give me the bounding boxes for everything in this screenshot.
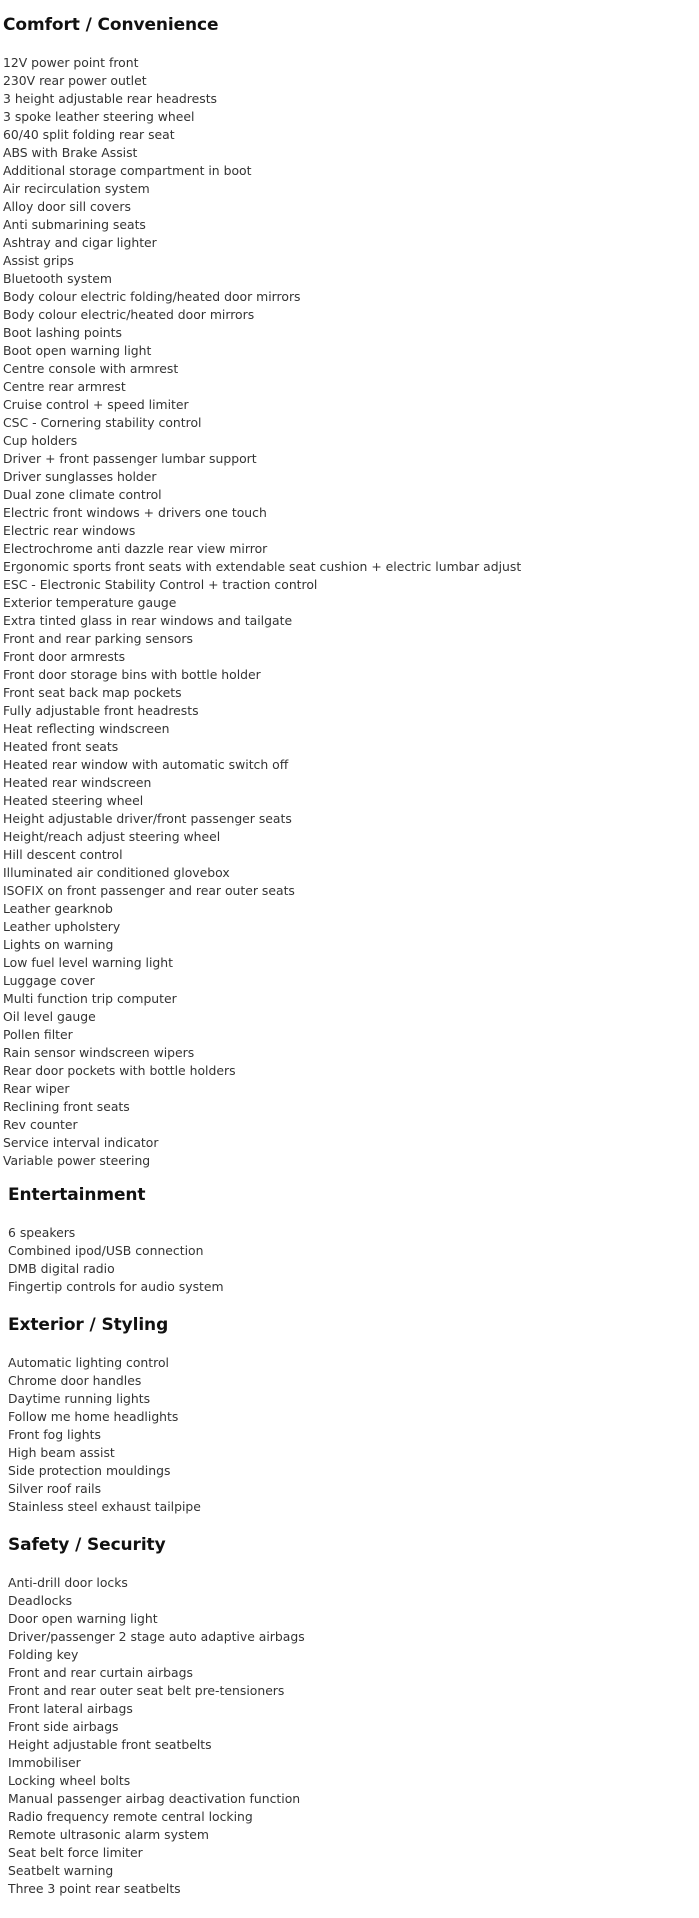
list-item: Folding key (8, 1647, 79, 1662)
list-item: Heat reflecting windscreen (3, 721, 170, 736)
list-item: Alloy door sill covers (3, 199, 131, 214)
list-item: Service interval indicator (3, 1135, 159, 1150)
list-item: Height adjustable driver/front passenger seats (3, 811, 292, 826)
list-item: Leather gearknob (3, 901, 113, 916)
list-item: Variable power steering (3, 1153, 151, 1168)
list-item: Seat belt force limiter (8, 1845, 143, 1860)
list-item: Heated steering wheel (3, 793, 144, 808)
list-item: Hill descent control (3, 847, 123, 862)
list-item: Driver/passenger 2 stage auto adaptive airbags (8, 1629, 305, 1644)
list-item: Lights on warning (3, 937, 114, 952)
list-item: Three 3 point rear seatbelts (8, 1881, 181, 1896)
list-item: Pollen filter (3, 1027, 73, 1042)
list-item: Front lateral airbags (8, 1701, 133, 1716)
list-item: Rear door pockets with bottle holders (3, 1063, 236, 1078)
list-item: DMB digital radio (8, 1261, 115, 1276)
list-item: Assist grips (3, 253, 74, 268)
section-heading: Safety / Security (8, 1535, 166, 1555)
list-item: CSC - Cornering stability control (3, 415, 202, 430)
section-entertainment (8, 1185, 699, 1296)
list-item: 230V rear power outlet (3, 73, 147, 88)
list-item: Stainless steel exhaust tailpipe (8, 1499, 201, 1514)
list-item: Boot open warning light (3, 343, 152, 358)
section-heading: Comfort / Convenience (3, 15, 219, 35)
list-item: Remote ultrasonic alarm system (8, 1827, 209, 1842)
feature-list (8, 1224, 699, 1296)
list-item: Rev counter (3, 1117, 78, 1132)
feature-list (3, 54, 699, 1170)
list-item: Electrochrome anti dazzle rear view mirror (3, 541, 268, 556)
list-item: Reclining front seats (3, 1099, 130, 1114)
list-item: Centre console with armrest (3, 361, 179, 376)
list-item: Radio frequency remote central locking (8, 1809, 253, 1824)
list-item: Height/reach adjust steering wheel (3, 829, 221, 844)
list-item: Leather upholstery (3, 919, 121, 934)
section-heading: Entertainment (8, 1185, 146, 1205)
list-item: Silver roof rails (8, 1481, 102, 1496)
list-item: 12V power point front (3, 55, 139, 70)
list-item: Extra tinted glass in rear windows and tailgate (3, 613, 293, 628)
list-item: Follow me home headlights (8, 1409, 179, 1424)
list-item: Additional storage compartment in boot (3, 163, 252, 178)
list-item: 3 spoke leather steering wheel (3, 109, 195, 124)
list-item: Dual zone climate control (3, 487, 162, 502)
list-item: Low fuel level warning light (3, 955, 173, 970)
list-item: Driver + front passenger lumbar support (3, 451, 257, 466)
list-item: Front and rear outer seat belt pre-tensioners (8, 1683, 285, 1698)
list-item: Luggage cover (3, 973, 95, 988)
list-item: Driver sunglasses holder (3, 469, 157, 484)
list-item: Automatic lighting control (8, 1355, 169, 1370)
list-item: Ashtray and cigar lighter (3, 235, 157, 250)
list-item: Daytime running lights (8, 1391, 151, 1406)
list-item: Anti-drill door locks (8, 1575, 128, 1590)
list-item: Cruise control + speed limiter (3, 397, 189, 412)
list-item: Air recirculation system (3, 181, 150, 196)
list-item: Cup holders (3, 433, 78, 448)
list-item: Multi function trip computer (3, 991, 177, 1006)
list-item: Heated rear window with automatic switch off (3, 757, 289, 772)
feature-list (8, 1574, 699, 1898)
list-item: Door open warning light (8, 1611, 158, 1626)
list-item: Illuminated air conditioned glovebox (3, 865, 230, 880)
list-item: Manual passenger airbag deactivation function (8, 1791, 301, 1806)
section-comfort-convenience (3, 15, 699, 1170)
list-item: Seatbelt warning (8, 1863, 114, 1878)
list-item: Rain sensor windscreen wipers (3, 1045, 195, 1060)
list-item: Front and rear curtain airbags (8, 1665, 193, 1680)
section-safety-security (8, 1535, 699, 1898)
list-item: Boot lashing points (3, 325, 122, 340)
list-item: Fingertip controls for audio system (8, 1279, 224, 1294)
list-item: Combined ipod/USB connection (8, 1243, 204, 1258)
list-item: Bluetooth system (3, 271, 112, 286)
list-item: Immobiliser (8, 1755, 81, 1770)
list-item: Height adjustable front seatbelts (8, 1737, 212, 1752)
list-item: Centre rear armrest (3, 379, 126, 394)
list-item: 3 height adjustable rear headrests (3, 91, 218, 106)
feature-list (8, 1354, 699, 1516)
list-item: Chrome door handles (8, 1373, 142, 1388)
list-item: Front fog lights (8, 1427, 101, 1442)
list-item: Heated rear windscreen (3, 775, 152, 790)
list-item: Ergonomic sports front seats with extendable seat cushion + electric lumbar adjust (3, 559, 522, 574)
list-item: Fully adjustable front headrests (3, 703, 199, 718)
list-item: Front door storage bins with bottle holder (3, 667, 261, 682)
list-item: 6 speakers (8, 1225, 76, 1240)
list-item: High beam assist (8, 1445, 115, 1460)
list-item: Body colour electric/heated door mirrors (3, 307, 255, 322)
list-item: Exterior temperature gauge (3, 595, 177, 610)
list-item: Side protection mouldings (8, 1463, 171, 1478)
list-item: Front and rear parking sensors (3, 631, 193, 646)
list-item: ESC - Electronic Stability Control + traction control (3, 577, 318, 592)
list-item: Deadlocks (8, 1593, 73, 1608)
list-item: 60/40 split folding rear seat (3, 127, 175, 142)
list-item: Oil level gauge (3, 1009, 96, 1024)
section-exterior-styling (8, 1315, 699, 1516)
list-item: Electric front windows + drivers one touch (3, 505, 267, 520)
list-item: Electric rear windows (3, 523, 136, 538)
list-item: ABS with Brake Assist (3, 145, 138, 160)
list-item: Front seat back map pockets (3, 685, 182, 700)
list-item: ISOFIX on front passenger and rear outer seats (3, 883, 295, 898)
list-item: Locking wheel bolts (8, 1773, 131, 1788)
list-item: Anti submarining seats (3, 217, 146, 232)
list-item: Heated front seats (3, 739, 119, 754)
list-item: Front side airbags (8, 1719, 119, 1734)
list-item: Rear wiper (3, 1081, 70, 1096)
list-item: Front door armrests (3, 649, 126, 664)
list-item: Body colour electric folding/heated door mirrors (3, 289, 301, 304)
section-heading: Exterior / Styling (8, 1315, 169, 1335)
